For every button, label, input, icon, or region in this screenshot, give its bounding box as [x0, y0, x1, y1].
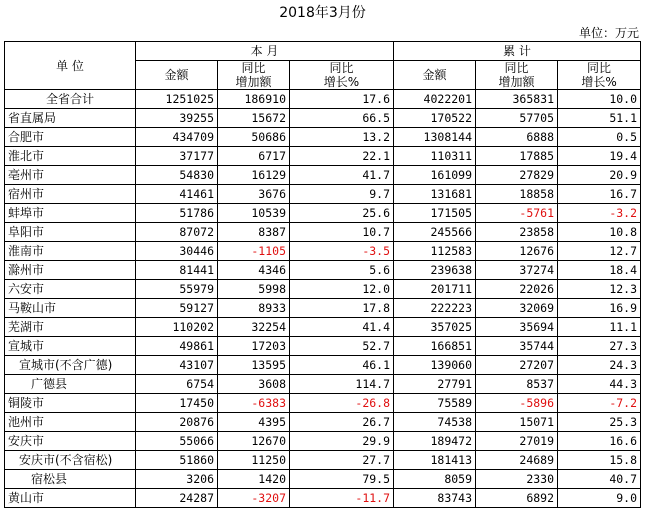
month-yoy-pct-cell: 10.7	[290, 223, 394, 242]
cum-amount-cell: 83743	[394, 489, 476, 508]
month-yoy-increase-cell: 6717	[218, 147, 290, 166]
cum-yoy-increase-cell: -5896	[476, 394, 558, 413]
cum-yoy-increase-cell: -5761	[476, 204, 558, 223]
cum-amount-cell: 170522	[394, 109, 476, 128]
table-row	[5, 128, 641, 147]
unit-name-cell: 合肥市	[5, 128, 136, 147]
cum-amount-cell: 181413	[394, 451, 476, 470]
month-yoy-increase-cell: 3608	[218, 375, 290, 394]
month-amount-cell: 39255	[136, 109, 218, 128]
month-yoy-pct-cell: 46.1	[290, 356, 394, 375]
cum-amount-cell: 75589	[394, 394, 476, 413]
cum-yoy-increase-cell: 12676	[476, 242, 558, 261]
cum-amount-header: 金额	[394, 61, 476, 90]
cum-yoy-increase-cell: 365831	[476, 90, 558, 109]
month-yoy-pct-cell: 79.5	[290, 470, 394, 489]
month-amount-cell: 434709	[136, 128, 218, 147]
month-yoy-pct-header: 同比 增长%	[290, 61, 394, 90]
cum-amount-cell: 245566	[394, 223, 476, 242]
cum-yoy-pct-cell: 25.3	[558, 413, 641, 432]
month-amount-cell: 30446	[136, 242, 218, 261]
cum-yoy-increase-cell: 35694	[476, 318, 558, 337]
month-yoy-increase-cell: 13595	[218, 356, 290, 375]
month-amount-cell: 3206	[136, 470, 218, 489]
month-amount-cell: 17450	[136, 394, 218, 413]
cum-yoy-increase-cell: 27019	[476, 432, 558, 451]
month-amount-cell: 51786	[136, 204, 218, 223]
unit-name-cell: 淮北市	[5, 147, 136, 166]
month-yoy-increase-cell: 8387	[218, 223, 290, 242]
table-row	[5, 337, 641, 356]
month-yoy-increase-cell: -6383	[218, 394, 290, 413]
cumulative-group-header: 累 计	[394, 42, 641, 61]
month-amount-cell: 55979	[136, 280, 218, 299]
month-yoy-pct-cell: 41.4	[290, 318, 394, 337]
month-amount-cell: 51860	[136, 451, 218, 470]
cum-yoy-increase-cell: 37274	[476, 261, 558, 280]
cum-amount-cell: 239638	[394, 261, 476, 280]
table-row	[5, 394, 641, 413]
table-row	[5, 451, 641, 470]
month-yoy-increase-cell: 12670	[218, 432, 290, 451]
cum-yoy-pct-cell: 51.1	[558, 109, 641, 128]
cum-yoy-increase-cell: 8537	[476, 375, 558, 394]
month-yoy-pct-cell: 25.6	[290, 204, 394, 223]
unit-name-cell: 马鞍山市	[5, 299, 136, 318]
month-amount-cell: 87072	[136, 223, 218, 242]
cum-yoy-increase-header: 同比 增加额	[476, 61, 558, 90]
cum-amount-cell: 27791	[394, 375, 476, 394]
cum-yoy-pct-cell: 16.7	[558, 185, 641, 204]
unit-name-cell: 蚌埠市	[5, 204, 136, 223]
cum-yoy-increase-cell: 27829	[476, 166, 558, 185]
table-row	[5, 280, 641, 299]
month-yoy-increase-cell: 10539	[218, 204, 290, 223]
month-yoy-pct-cell: 29.9	[290, 432, 394, 451]
table-row	[5, 318, 641, 337]
month-yoy-pct-cell: -11.7	[290, 489, 394, 508]
cum-yoy-increase-cell: 17885	[476, 147, 558, 166]
table-row	[5, 147, 641, 166]
cum-amount-cell: 4022201	[394, 90, 476, 109]
cum-yoy-increase-cell: 23858	[476, 223, 558, 242]
cum-yoy-increase-cell: 32069	[476, 299, 558, 318]
month-yoy-pct-cell: 22.1	[290, 147, 394, 166]
unit-label: 单位：万元	[578, 26, 639, 40]
table-row	[5, 166, 641, 185]
cum-amount-cell: 1308144	[394, 128, 476, 147]
month-yoy-pct-cell: 66.5	[290, 109, 394, 128]
month-yoy-increase-cell: 186910	[218, 90, 290, 109]
table-row	[5, 242, 641, 261]
unit-name-cell: 亳州市	[5, 166, 136, 185]
cum-yoy-pct-cell: -3.2	[558, 204, 641, 223]
cum-yoy-pct-cell: -7.2	[558, 394, 641, 413]
cum-amount-cell: 8059	[394, 470, 476, 489]
month-yoy-pct-cell: 41.7	[290, 166, 394, 185]
cum-yoy-pct-cell: 10.0	[558, 90, 641, 109]
unit-name-cell: 安庆市	[5, 432, 136, 451]
unit-name-cell: 阜阳市	[5, 223, 136, 242]
month-yoy-pct-cell: 17.6	[290, 90, 394, 109]
month-yoy-increase-cell: 3676	[218, 185, 290, 204]
cum-yoy-pct-cell: 24.3	[558, 356, 641, 375]
unit-name-cell: 省直属局	[5, 109, 136, 128]
cum-yoy-pct-cell: 27.3	[558, 337, 641, 356]
table-row	[5, 356, 641, 375]
month-yoy-pct-cell: -3.5	[290, 242, 394, 261]
month-amount-cell: 49861	[136, 337, 218, 356]
month-yoy-pct-cell: 13.2	[290, 128, 394, 147]
cum-yoy-pct-cell: 11.1	[558, 318, 641, 337]
table-row	[5, 470, 641, 489]
month-yoy-increase-cell: 4395	[218, 413, 290, 432]
month-amount-cell: 43107	[136, 356, 218, 375]
cum-yoy-increase-cell: 24689	[476, 451, 558, 470]
table-row	[5, 185, 641, 204]
month-yoy-increase-cell: 8933	[218, 299, 290, 318]
month-yoy-increase-cell: 15672	[218, 109, 290, 128]
month-yoy-increase-cell: 1420	[218, 470, 290, 489]
table-row	[5, 90, 641, 109]
month-yoy-pct-cell: 5.6	[290, 261, 394, 280]
table-row	[5, 375, 641, 394]
cum-yoy-pct-cell: 10.8	[558, 223, 641, 242]
cum-amount-cell: 201711	[394, 280, 476, 299]
month-yoy-pct-cell: -26.8	[290, 394, 394, 413]
month-amount-cell: 20876	[136, 413, 218, 432]
table-row	[5, 204, 641, 223]
cum-yoy-increase-cell: 22026	[476, 280, 558, 299]
month-yoy-increase-cell: 32254	[218, 318, 290, 337]
unit-name-cell: 铜陵市	[5, 394, 136, 413]
cum-yoy-increase-cell: 57705	[476, 109, 558, 128]
cum-yoy-increase-cell: 6892	[476, 489, 558, 508]
cum-yoy-pct-cell: 40.7	[558, 470, 641, 489]
unit-name-cell: 芜湖市	[5, 318, 136, 337]
cum-amount-cell: 161099	[394, 166, 476, 185]
unit-name-cell: 全省合计	[5, 90, 136, 109]
month-amount-header: 金额	[136, 61, 218, 90]
month-amount-cell: 24287	[136, 489, 218, 508]
table-row	[5, 223, 641, 242]
cum-amount-cell: 74538	[394, 413, 476, 432]
month-amount-cell: 81441	[136, 261, 218, 280]
unit-name-cell: 安庆市(不含宿松)	[5, 451, 136, 470]
cum-amount-cell: 357025	[394, 318, 476, 337]
cum-amount-cell: 189472	[394, 432, 476, 451]
month-yoy-pct-cell: 26.7	[290, 413, 394, 432]
unit-name-cell: 广德县	[5, 375, 136, 394]
month-yoy-pct-cell: 114.7	[290, 375, 394, 394]
cum-amount-cell: 112583	[394, 242, 476, 261]
month-yoy-pct-cell: 27.7	[290, 451, 394, 470]
table-row	[5, 432, 641, 451]
cum-amount-cell: 166851	[394, 337, 476, 356]
table-row	[5, 299, 641, 318]
cum-yoy-pct-cell: 20.9	[558, 166, 641, 185]
unit-name-cell: 宿松县	[5, 470, 136, 489]
cum-yoy-pct-cell: 18.4	[558, 261, 641, 280]
cum-amount-cell: 110311	[394, 147, 476, 166]
month-yoy-increase-cell: 50686	[218, 128, 290, 147]
cum-yoy-pct-cell: 16.6	[558, 432, 641, 451]
cum-yoy-increase-cell: 6888	[476, 128, 558, 147]
cum-yoy-pct-cell: 12.3	[558, 280, 641, 299]
month-yoy-pct-cell: 52.7	[290, 337, 394, 356]
cum-yoy-increase-cell: 15071	[476, 413, 558, 432]
unit-name-cell: 淮南市	[5, 242, 136, 261]
cum-amount-cell: 139060	[394, 356, 476, 375]
cum-yoy-increase-cell: 27207	[476, 356, 558, 375]
month-yoy-pct-cell: 9.7	[290, 185, 394, 204]
cum-amount-cell: 171505	[394, 204, 476, 223]
revenue-table	[4, 41, 641, 508]
table-row	[5, 109, 641, 128]
month-amount-cell: 1251025	[136, 90, 218, 109]
cum-yoy-pct-cell: 12.7	[558, 242, 641, 261]
month-amount-cell: 55066	[136, 432, 218, 451]
unit-name-cell: 六安市	[5, 280, 136, 299]
cum-yoy-pct-cell: 16.9	[558, 299, 641, 318]
report-title: 2018年3月份	[279, 5, 366, 21]
cum-amount-cell: 131681	[394, 185, 476, 204]
cum-yoy-pct-cell: 15.8	[558, 451, 641, 470]
month-yoy-increase-cell: 11250	[218, 451, 290, 470]
month-yoy-increase-cell: 5998	[218, 280, 290, 299]
unit-name-cell: 池州市	[5, 413, 136, 432]
unit-name-cell: 黄山市	[5, 489, 136, 508]
month-amount-cell: 54830	[136, 166, 218, 185]
unit-column-header: 单 位	[5, 42, 136, 90]
month-amount-cell: 41461	[136, 185, 218, 204]
table-row	[5, 413, 641, 432]
table-row	[5, 489, 641, 508]
month-yoy-increase-cell: -1105	[218, 242, 290, 261]
cum-yoy-increase-cell: 18858	[476, 185, 558, 204]
cum-yoy-pct-cell: 0.5	[558, 128, 641, 147]
cum-yoy-pct-cell: 9.0	[558, 489, 641, 508]
cum-yoy-increase-cell: 2330	[476, 470, 558, 489]
unit-name-cell: 宣城市(不含广德)	[5, 356, 136, 375]
unit-name-cell: 宿州市	[5, 185, 136, 204]
cum-yoy-pct-cell: 44.3	[558, 375, 641, 394]
month-yoy-increase-header: 同比 增加额	[218, 61, 290, 90]
month-yoy-increase-cell: -3207	[218, 489, 290, 508]
month-yoy-increase-cell: 16129	[218, 166, 290, 185]
unit-name-cell: 滁州市	[5, 261, 136, 280]
cum-amount-cell: 222223	[394, 299, 476, 318]
month-amount-cell: 37177	[136, 147, 218, 166]
cum-yoy-pct-header: 同比 增长%	[558, 61, 641, 90]
month-amount-cell: 6754	[136, 375, 218, 394]
month-yoy-pct-cell: 17.8	[290, 299, 394, 318]
month-amount-cell: 110202	[136, 318, 218, 337]
month-yoy-pct-cell: 12.0	[290, 280, 394, 299]
month-amount-cell: 59127	[136, 299, 218, 318]
unit-name-cell: 宣城市	[5, 337, 136, 356]
cum-yoy-increase-cell: 35744	[476, 337, 558, 356]
month-yoy-increase-cell: 4346	[218, 261, 290, 280]
month-group-header: 本 月	[136, 42, 394, 61]
cum-yoy-pct-cell: 19.4	[558, 147, 641, 166]
month-yoy-increase-cell: 17203	[218, 337, 290, 356]
table-row	[5, 261, 641, 280]
